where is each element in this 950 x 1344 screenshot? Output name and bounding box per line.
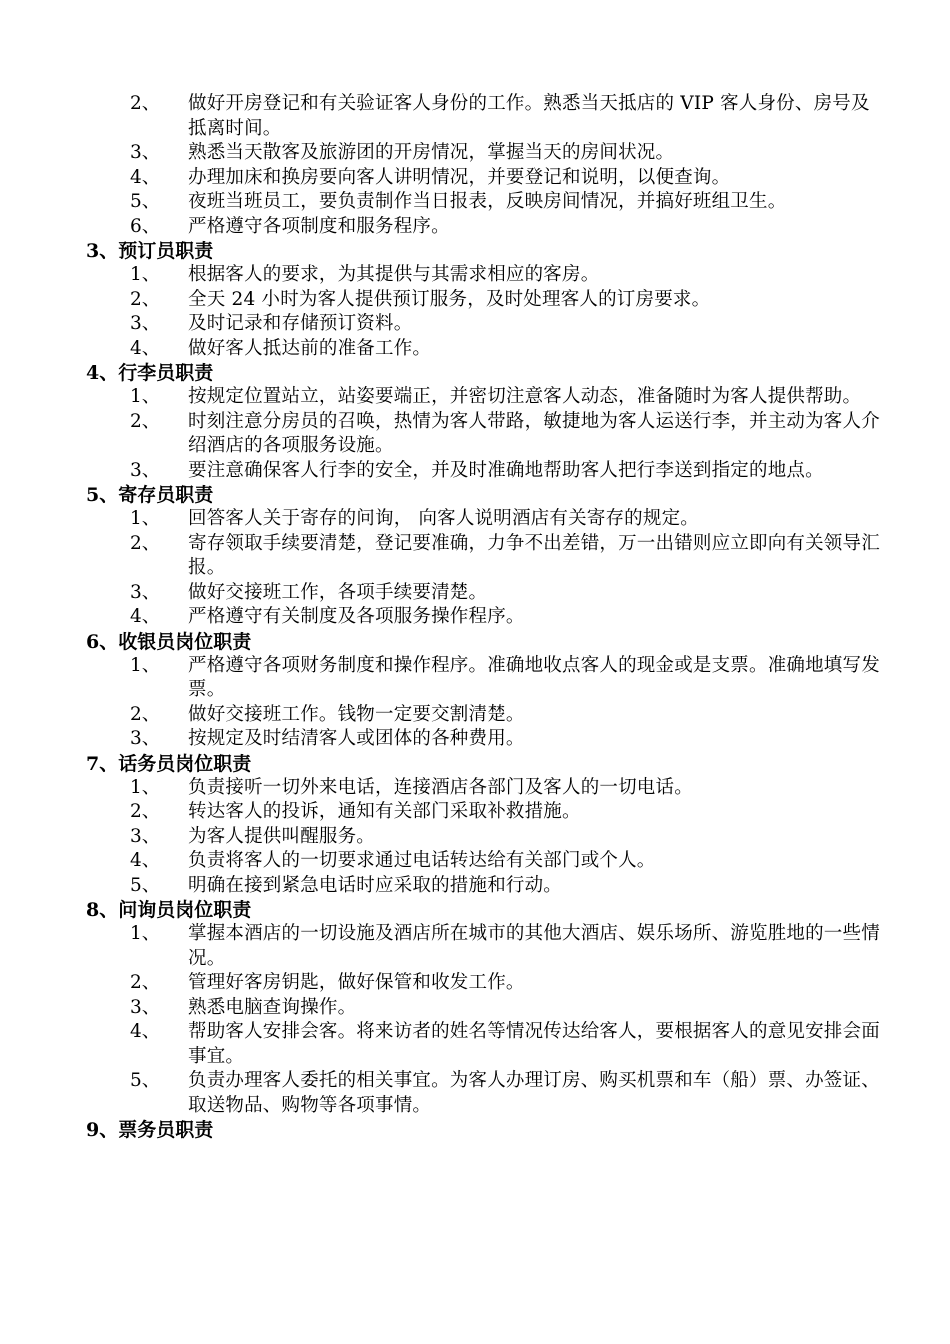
list-item <box>0 166 950 191</box>
item-text: 办理加床和换房要向客人讲明情况，并要登记和说明，以便查询。 <box>188 166 731 188</box>
item-number: 5、 <box>130 874 161 896</box>
section-heading: 6、收银员岗位职责 <box>86 630 252 653</box>
list-item <box>0 971 950 996</box>
item-number: 2、 <box>130 93 161 114</box>
item-number: 3、 <box>130 825 161 847</box>
section-operator <box>0 752 950 899</box>
item-text: 转达客人的投诉，通知有关部门采取补救措施。 <box>188 801 581 822</box>
item-number: 4、 <box>130 337 161 359</box>
item-text: 全天 24 小时为客人提供预订服务，及时处理客人的订房要求。 <box>188 288 711 310</box>
section-heading: 7、话务员岗位职责 <box>86 752 252 775</box>
section-heading: 3、预订员职责 <box>86 240 214 262</box>
list-item <box>0 312 950 337</box>
item-number: 2、 <box>130 410 161 432</box>
list-item <box>0 507 950 532</box>
list-item <box>0 849 950 874</box>
section-bellman <box>0 361 950 483</box>
item-number: 2、 <box>130 288 161 310</box>
intro-list <box>0 92 950 239</box>
item-text: 及时记录和存储预订资料。 <box>188 313 413 334</box>
item-text: 回答客人关于寄存的问询， 向客人说明酒店有关寄存的规定。 <box>188 508 699 529</box>
list-item <box>0 385 950 410</box>
list-item <box>0 410 950 459</box>
item-text: 明确在接到紧急电话时应采取的措施和行动。 <box>188 874 563 896</box>
item-number: 3、 <box>130 581 161 603</box>
list-item <box>0 337 950 362</box>
item-text: 帮助客人安排会客。将来访者的姓名等情况传达给客人，要根据客人的意见安排会面事宜。 <box>188 1021 880 1067</box>
item-text: 做好开房登记和有关验证客人身份的工作。熟悉当天抵店的 VIP 客人身份、房号及抵离时间。 <box>188 93 870 139</box>
item-number: 4、 <box>130 1021 161 1042</box>
item-number: 2、 <box>130 972 161 993</box>
list-item <box>0 1069 950 1118</box>
item-number: 1、 <box>130 776 161 798</box>
item-number: 2、 <box>130 801 161 822</box>
item-text: 严格遵守各项财务制度和操作程序。准确地收点客人的现金或是支票。准确地填写发票。 <box>188 654 880 700</box>
list-item <box>0 605 950 630</box>
list-item <box>0 532 950 581</box>
section-heading: 5、寄存员职责 <box>86 484 214 506</box>
item-text: 负责将客人的一切要求通过电话转达给有关部门或个人。 <box>188 850 656 871</box>
item-text: 严格遵守有关制度及各项服务操作程序。 <box>188 606 525 627</box>
item-text: 做好交接班工作，各项手续要清楚。 <box>188 581 488 603</box>
section-heading: 9、票务员职责 <box>86 1119 214 1141</box>
item-number: 3、 <box>130 142 161 163</box>
section-heading: 8、问询员岗位职责 <box>86 899 252 921</box>
item-number: 3、 <box>130 313 161 334</box>
item-text: 做好客人抵达前的准备工作。 <box>188 337 432 359</box>
item-number: 2、 <box>130 532 161 554</box>
section-storage-clerk <box>0 483 950 630</box>
item-text: 夜班当班员工，要负责制作当日报表，反映房间情况，并搞好班组卫生。 <box>188 191 787 212</box>
item-text: 为客人提供叫醒服务。 <box>188 825 376 847</box>
section-heading: 4、行李员职责 <box>86 362 214 384</box>
item-text: 熟悉当天散客及旅游团的开房情况，掌握当天的房间状况。 <box>188 142 675 163</box>
item-text: 按规定及时结清客人或团体的各种费用。 <box>188 728 525 749</box>
list-item <box>0 215 950 240</box>
item-text: 掌握本酒店的一切设施及酒店所在城市的其他大酒店、娱乐场所、游览胜地的一些情况。 <box>188 923 880 969</box>
list-item <box>0 141 950 166</box>
item-text: 时刻注意分房员的召唤，热情为客人带路，敏捷地为客人运送行李，并主动为客人介绍酒店的各项服务设施。 <box>188 410 880 456</box>
list-item <box>0 874 950 899</box>
item-number: 5、 <box>130 191 161 212</box>
item-number: 5、 <box>130 1070 161 1091</box>
section-cashier <box>0 630 950 752</box>
item-text: 根据客人的要求，为其提供与其需求相应的客房。 <box>188 264 600 285</box>
item-text: 负责接听一切外来电话，连接酒店各部门及客人的一切电话。 <box>188 776 693 798</box>
item-number: 4、 <box>130 850 161 871</box>
item-number: 3、 <box>130 459 161 481</box>
list-item <box>0 190 950 215</box>
item-number: 1、 <box>130 264 161 285</box>
item-number: 6、 <box>130 215 161 237</box>
item-number: 1、 <box>130 923 161 944</box>
list-item <box>0 825 950 850</box>
section-information-clerk <box>0 898 950 1118</box>
item-text: 按规定位置站立，站姿要端正，并密切注意客人动态，准备随时为客人提供帮助。 <box>188 386 862 407</box>
list-item <box>0 263 950 288</box>
section-reservation-clerk <box>0 239 950 361</box>
list-item <box>0 922 950 971</box>
item-text: 寄存领取手续要清楚，登记要准确，力争不出差错，万一出错则应立即向有关领导汇报。 <box>188 532 880 578</box>
list-item <box>0 1020 950 1069</box>
item-number: 3、 <box>130 996 161 1018</box>
list-item <box>0 800 950 825</box>
item-number: 1、 <box>130 508 161 529</box>
item-text: 要注意确保客人行李的安全，并及时准确地帮助客人把行李送到指定的地点。 <box>188 459 824 481</box>
item-text: 严格遵守各项制度和服务程序。 <box>188 215 450 237</box>
list-item <box>0 776 950 801</box>
item-number: 4、 <box>130 166 161 188</box>
list-item <box>0 288 950 313</box>
item-number: 3、 <box>130 728 161 749</box>
list-item <box>0 996 950 1021</box>
list-item <box>0 703 950 728</box>
item-number: 2、 <box>130 703 161 725</box>
list-item <box>0 92 950 141</box>
item-text: 熟悉电脑查询操作。 <box>188 996 357 1018</box>
section-ticketing-clerk <box>0 1118 950 1142</box>
list-item <box>0 654 950 703</box>
list-item <box>0 459 950 484</box>
item-number: 1、 <box>130 654 161 676</box>
item-number: 1、 <box>130 386 161 407</box>
item-number: 4、 <box>130 606 161 627</box>
item-text: 负责办理客人委托的相关事宜。为客人办理订房、购买机票和车（船）票、办签证、取送物品、购物等各项事情。 <box>188 1070 880 1116</box>
list-item <box>0 581 950 606</box>
document-body <box>0 92 950 1142</box>
item-text: 管理好客房钥匙，做好保管和收发工作。 <box>188 972 525 993</box>
list-item <box>0 727 950 752</box>
item-text: 做好交接班工作。钱物一定要交割清楚。 <box>188 703 525 725</box>
